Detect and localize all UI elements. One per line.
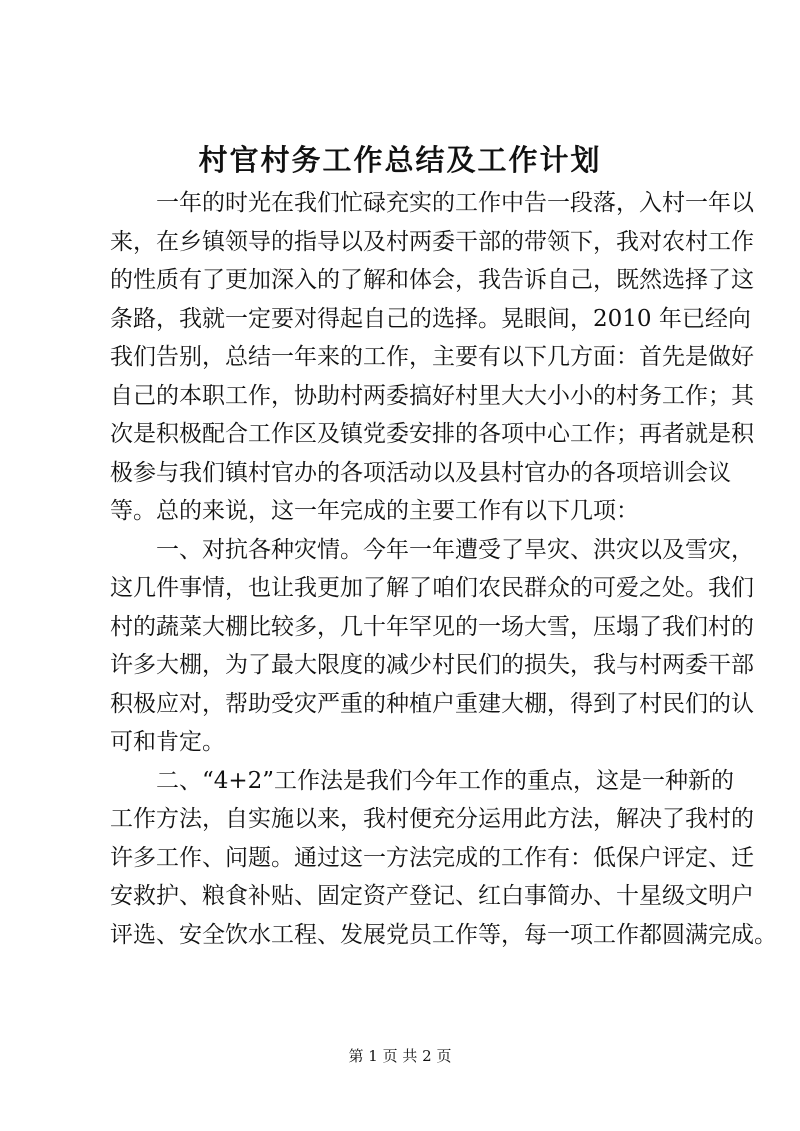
page-footer: 第 1 页 共 2 页 [348,1047,452,1065]
paragraph-line: 等。总的来说，这一年完成的主要工作有以下几项： [110,498,639,524]
paragraph-line: 极参与我们镇村官办的各项活动以及县村官办的各项培训会议 [110,459,731,486]
paragraph-line: 一、对抗各种灾情。今年一年遭受了旱灾、洪灾以及雪灾， [156,536,754,563]
paragraph-line: 工作方法，自实施以来，我村便充分运用此方法，解决了我村的 [110,806,754,832]
paragraph-line: 评选、安全饮水工程、发展党员工作等，每一项工作都圆满完成。 [110,921,777,948]
paragraph-line: 的性质有了更加深入的了解和体会，我告诉自己，既然选择了这 [110,267,754,293]
paragraph-line: 可和肯定。 [110,729,225,755]
paragraph-line: 安救护、粮食补贴、固定资产登记、红白事简办、十星级文明户 [110,883,754,909]
document-body [110,184,777,954]
paragraph-line: 我们告别，总结一年来的工作，主要有以下几方面：首先是做好 [110,344,754,370]
paragraph-disaster-response [110,531,754,762]
paragraph-line: 二、“4+2”工作法是我们今年工作的重点，这是一种新的 [156,767,735,794]
paragraph-work-method [110,762,777,955]
paragraph-line: 来，在乡镇领导的指导以及村两委干部的带领下，我对农村工作 [110,228,754,255]
paragraph-line: 一年的时光在我们忙碌充实的工作中告一段落，入村一年以 [156,190,754,216]
paragraph-line: 这几件事情，也让我更加了解了咱们农民群众的可爱之处。我们 [110,575,754,601]
paragraph-line: 积极应对，帮助受灾严重的种植户重建大棚，得到了村民们的认 [110,690,754,717]
paragraph-line: 许多工作、问题。通过这一方法完成的工作有：低保户评定、迁 [110,844,754,871]
paragraph-intro [110,184,754,531]
paragraph-line: 条路，我就一定要对得起自己的选择。晃眼间，2010 年已经向 [110,305,751,332]
paragraph-line: 村的蔬菜大棚比较多，几十年罕见的一场大雪，压塌了我们村的 [110,613,754,640]
paragraph-line: 自己的本职工作，协助村两委搞好村里大大小小的村务工作；其 [110,382,754,409]
paragraph-line: 许多大棚，为了最大限度的减少村民们的损失，我与村两委干部 [110,652,754,678]
document-title: 村官村务工作总结及工作计划 [198,143,602,177]
paragraph-line: 次是积极配合工作区及镇党委安排的各项中心工作；再者就是积 [110,421,754,447]
